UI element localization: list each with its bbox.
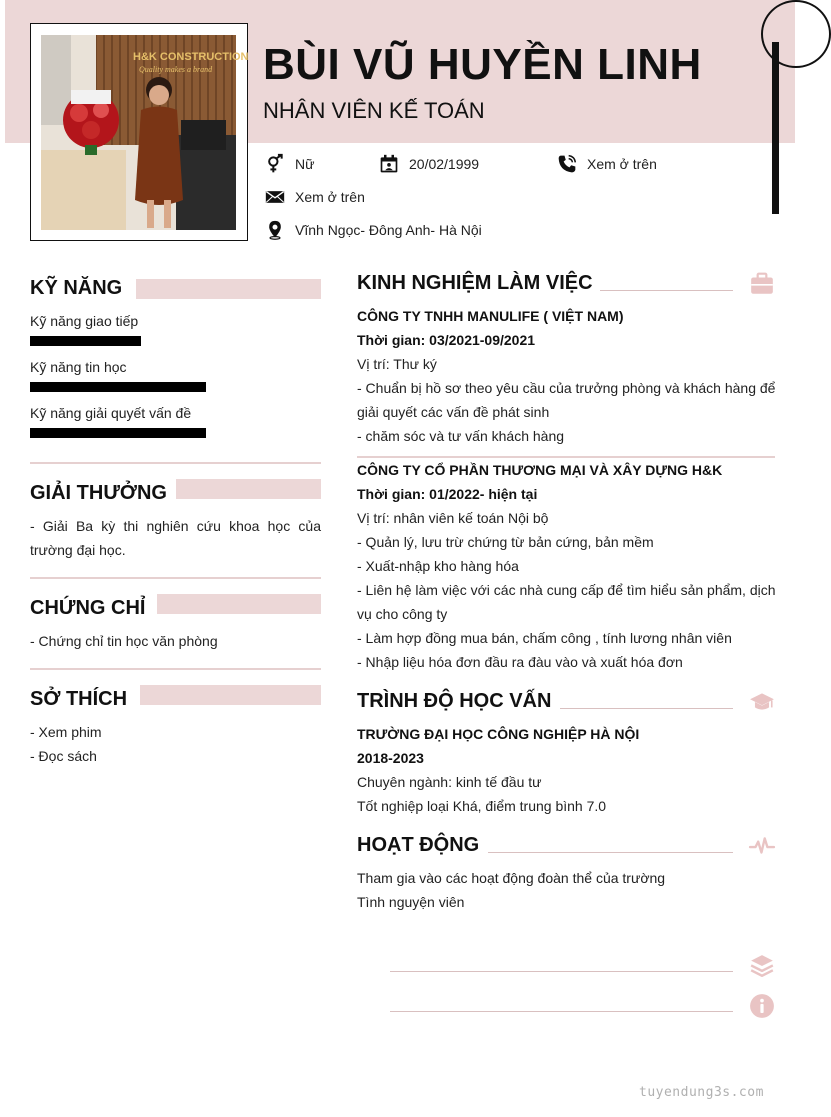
job-line: - Chuẩn bị hồ sơ theo yêu cầu của trưởng phòng và khách hàng để — [357, 380, 776, 396]
job-period: Thời gian: 03/2021-09/2021 — [357, 332, 536, 348]
experience-title-rule — [600, 290, 733, 291]
phone-icon — [557, 154, 577, 174]
job-line: - Quản lý, lưu trừ chứng từ bản cứng, bản mềm — [357, 534, 654, 550]
address-value: Vĩnh Ngọc- Đông Anh- Hà Nội — [295, 222, 482, 238]
activity-line: Tình nguyện viên — [357, 894, 465, 910]
profile-photo — [41, 35, 249, 230]
gender-icon — [265, 154, 285, 174]
calendar-icon — [379, 154, 399, 174]
activities-title: HOẠT ĐỘNG — [357, 834, 480, 856]
education-title-rule — [560, 708, 733, 709]
info-icon — [749, 993, 775, 1019]
location-icon — [265, 220, 285, 240]
school-grade: Tốt nghiệp loại Khá, điểm trung bình 7.0 — [357, 798, 607, 814]
school-years: 2018-2023 — [357, 750, 424, 766]
activity-line: Tham gia vào các hoạt động đoàn thể của trường — [357, 870, 666, 886]
section-divider — [30, 462, 321, 464]
hobbies-title: SỞ THÍCH — [30, 688, 128, 710]
profile-photo-illustration — [41, 35, 249, 230]
skill-label: Kỹ năng tin học — [30, 359, 127, 375]
section-divider — [30, 577, 321, 579]
empty-section-rule — [390, 971, 733, 972]
contact-email — [265, 187, 365, 207]
skill-label: Kỹ năng giao tiếp — [30, 313, 139, 329]
graduation-cap-icon — [749, 689, 775, 715]
job-line: Vị trí: nhân viên kế toán Nội bộ — [357, 510, 549, 526]
briefcase-icon — [749, 271, 775, 297]
contact-address — [265, 220, 482, 240]
job-line: Vị trí: Thư ký — [357, 356, 437, 372]
contact-birthday — [379, 154, 479, 174]
skills-title-bar — [136, 279, 321, 299]
job-line: - Làm hợp đồng mua bán, chấm công , tính lương nhân viên — [357, 630, 732, 646]
skill-level-bar — [30, 336, 141, 346]
photo-sign-text: H&K CONSTRUCTION — [133, 51, 249, 63]
school-name: TRƯỜNG ĐẠI HỌC CÔNG NGHIỆP HÀ NỘI — [357, 726, 640, 742]
skill-label: Kỹ năng giải quyết vấn đề — [30, 405, 192, 421]
candidate-name: BÙI VŨ HUYỀN LINH — [263, 40, 702, 89]
decorative-bar — [772, 42, 779, 214]
job-title: NHÂN VIÊN KẾ TOÁN — [263, 98, 485, 123]
company-name: CÔNG TY TNHH MANULIFE ( VIỆT NAM) — [357, 308, 624, 324]
hobbies-title-bar — [140, 685, 321, 705]
job-line: giải quyết các vấn đề phát sinh — [357, 404, 550, 420]
job-line: - Xuất-nhập kho hàng hóa — [357, 558, 519, 574]
education-title: TRÌNH ĐỘ HỌC VẤN — [357, 690, 552, 712]
heartbeat-icon — [749, 833, 775, 859]
hobby-item: - Đọc sách — [30, 748, 97, 764]
photo-sign-subtext: Quality makes a brand — [139, 65, 213, 74]
birthday-value: 20/02/1999 — [409, 156, 480, 172]
section-divider — [30, 668, 321, 670]
job-period: Thời gian: 01/2022- hiện tại — [357, 486, 538, 502]
watermark-text: tuyendung3s.com — [639, 1085, 764, 1100]
gender-value: Nữ — [295, 156, 315, 172]
profile-photo-frame — [30, 23, 248, 241]
certs-text: - Chứng chỉ tin học văn phòng — [30, 633, 218, 649]
email-icon — [265, 187, 285, 207]
awards-title: GIẢI THƯỞNG — [30, 482, 167, 504]
phone-value: Xem ở trên — [587, 156, 657, 172]
contact-phone — [557, 154, 657, 174]
skill-level-bar — [30, 382, 206, 392]
company-name: CÔNG TY CỔ PHẦN THƯƠNG MẠI VÀ XÂY DỰNG H&K — [357, 462, 723, 478]
activities-title-rule — [488, 852, 733, 853]
awards-text: - Giải Ba kỳ thi nghiên cứu khoa học của trường đại học. — [30, 518, 321, 558]
hobby-item: - Xem phim — [30, 724, 102, 740]
awards-title-bar — [176, 479, 321, 499]
job-line: - chăm sóc và tư vấn khách hàng — [357, 428, 565, 444]
job-line: - Liên hệ làm việc với các nhà cung cấp để tìm hiểu sản phẩm, dịch — [357, 582, 776, 598]
job-line: vụ cho công ty — [357, 606, 448, 622]
skill-level-bar — [30, 428, 206, 438]
email-value: Xem ở trên — [295, 189, 365, 205]
certs-title: CHỨNG CHỈ — [30, 597, 146, 619]
experience-title: KINH NGHIỆM LÀM VIỆC — [357, 272, 593, 294]
contact-gender — [265, 154, 314, 174]
school-major: Chuyên ngành: kinh tế đầu tư — [357, 774, 542, 790]
skills-title: KỸ NĂNG — [30, 277, 123, 299]
certs-title-bar — [157, 594, 321, 614]
job-line: - Nhập liệu hóa đơn đầu ra đàu vào và xuất hóa đơn — [357, 654, 683, 670]
empty-section-rule — [390, 1011, 733, 1012]
layers-icon — [749, 953, 775, 979]
